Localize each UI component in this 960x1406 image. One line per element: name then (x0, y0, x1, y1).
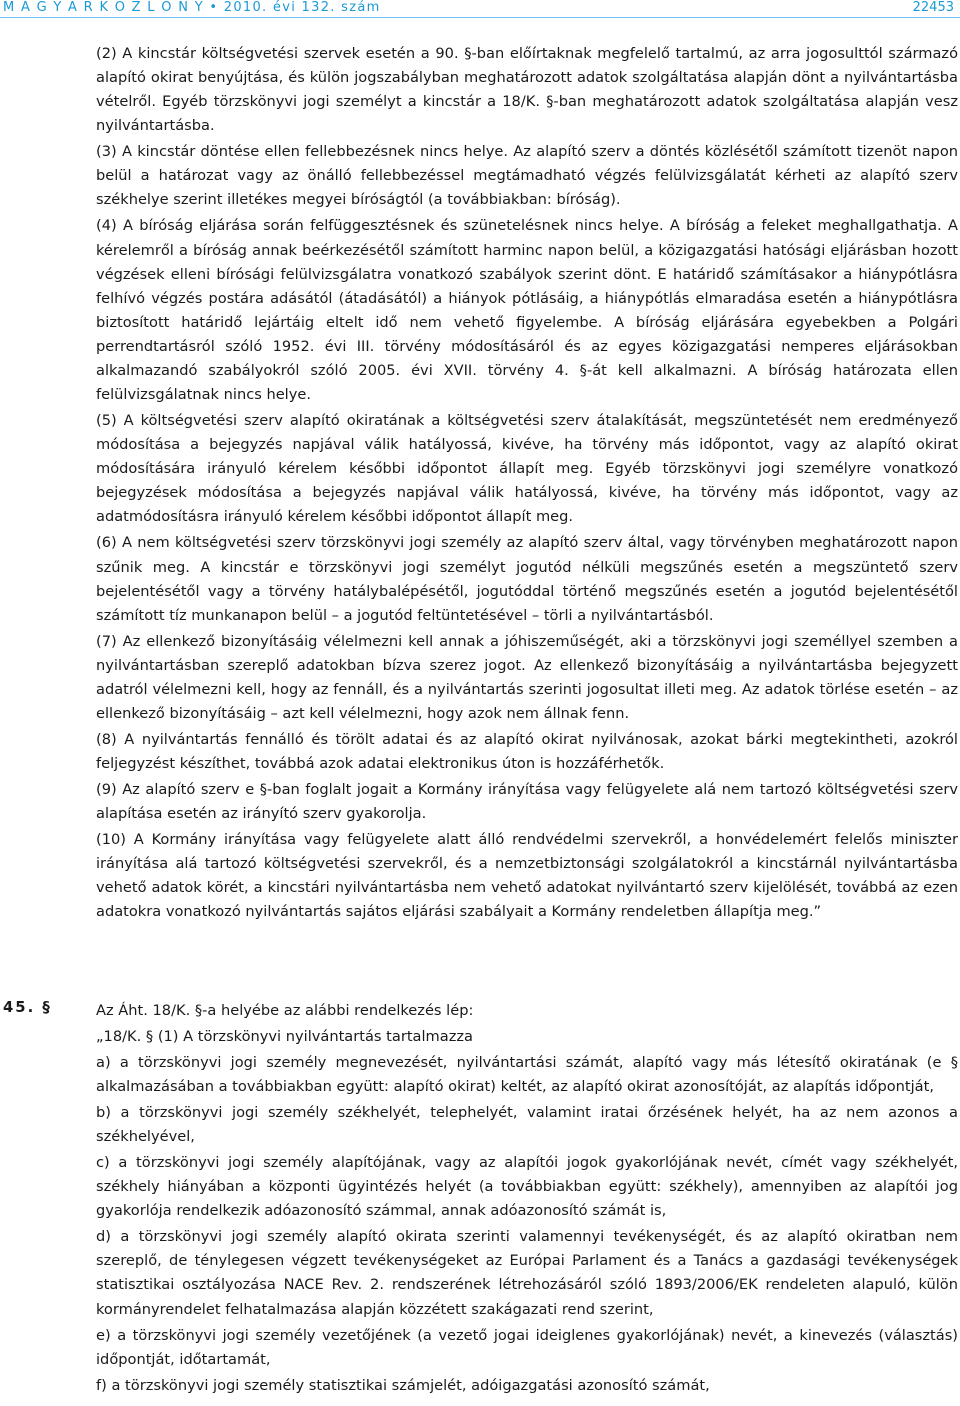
section-point-b: b) a törzskönyvi jogi személy székhelyét, telephelyét, valamint iratai őrzésének helyét, ha az nem azonos a székhelyével, (96, 1104, 958, 1146)
section-text (96, 999, 958, 1400)
paragraph-7: (7) Az ellenkező bizonyításáig vélelmezni kell annak a jóhiszeműségét, aki a törzskönyvi jogi személlyel szemben a nyilvántartásban szereplő adatokban bízva szerez jogot. Az ellenkező bizonyításáig a nyilvántartásba bejegyzett adatról vélelmezni kell, hogy az fennáll, és a nyilvántartás szerinti jogosultat illeti meg. Az adatok törlése esetén – az ellenkező bizonyításáig – azt kell vélelmezni, hogy azok nem állnak fenn. (96, 632, 958, 722)
main-text (96, 42, 958, 926)
paragraph-10: (10) A Kormány irányítása vagy felügyelete alatt álló rendvédelmi szervekről, a honvédelemért felelős miniszter irányítása alá tartozó költségvetési szervekről, és a nemzetbiztonsági szolgálatokról a kincstárnál nyilvántartásba vehető adatok körét, a kincstári nyilvántartásba nem vehető adatokat nyilvántartó szerv kijelölését, továbbá az ezen adatokra vonatkozó nyilvántartás sajátos eljárási szabályait a Kormány rendeletben állapítja meg.” (96, 831, 958, 921)
page-header (0, 0, 960, 18)
journal-title: M A G Y A R K Ö Z L Ö N Y • 2010. évi 132. szám (3, 0, 381, 15)
section-intro: Az Áht. 18/K. §-a helyébe az alábbi rendelkezés lép: (96, 1002, 474, 1019)
header-divider (0, 17, 960, 18)
paragraph-6: (6) A nem költségvetési szerv törzskönyvi jogi személy az alapító szerv által, vagy törvényben meghatározott napon szűnik meg. A kincstár e törzskönyvi jogi személyt jogutód nélküli megszűnés esetén a megszüntető szerv bejelentésétől vagy a törvény hatálybalépésétől, jogutóddal történő megszűnés esetén a jogutód bejelentésétől számított tíz munkanapon belül – a jogutód feltüntetésével – törli a nyilvántartásból. (96, 534, 958, 624)
section-point-e: e) a törzskönyvi jogi személy vezetőjének (a vezető jogai ideiglenes gyakorlójának) nevét, a kinevezés (választás) időpontját, időtartamát, (96, 1326, 958, 1368)
section-number: 45. § (3, 999, 52, 1016)
paragraph-5: (5) A költségvetési szerv alapító okiratának a költségvetési szerv átalakítását, megszüntetését nem eredményező módosítása a bejegyzés napjával válik hatályossá, kivéve, ha törvény más időpontot, vagy az alapító okirat módosítására irányuló kérelem későbbi időpontot állapít meg. Egyéb törzskönyvi jogi személyre vonatkozó bejegyzések módosítása a bejegyzés napjával válik hatályossá, kivéve, ha törvény más időpontot, vagy az adatmódosításra irányuló kérelem későbbi időpontot állapít meg. (96, 412, 958, 526)
section-point-a: a) a törzskönyvi jogi személy megnevezését, nyilvántartási számát, alapító vagy más létesítő okiratának (e § alkalmazásában a továbbiakban együtt: alapító okirat) keltét, az alapító okirat azonosítóját, az alapítás időpontját, (96, 1053, 958, 1096)
paragraph-8: (8) A nyilvántartás fennálló és törölt adatai és az alapító okirat nyilvánosak, azokat bárki megtekintheti, azokról feljegyzést készíthet, továbbá azok adatai elektronikus úton is hozzáférhetők. (96, 730, 958, 773)
section-point-f: f) a törzskönyvi jogi személy statisztikai számjelét, adóigazgatási azonosító számát, (96, 1376, 710, 1394)
page-number: 22453 (912, 0, 954, 15)
paragraph-2: (2) A kincstár költségvetési szervek esetén a 90. §-ban előírtaknak megfelelő tartalmú, az arra jogosulttól származó alapító okirat benyújtása, és külön jogszabályban meghatározott adatok szolgáltatása alapján dönt a nyilvántartásba vételről. Egyéb törzskönyvi jogi személyt a kincstár a 18/K. §-ban meghatározott adatok szolgáltatása alapján vesz nyilvántartásba. (96, 45, 958, 135)
section-heading: „18/K. § (1) A törzskönyvi nyilvántartás tartalmazza (96, 1027, 473, 1045)
paragraph-3: (3) A kincstár döntése ellen fellebbezésnek nincs helye. Az alapító szerv a döntés közlésétől számított tizenöt napon belül a határozat vagy az önálló fellebbezéssel megtámadható végzés felülvizsgálatát kérheti az alapító szerv székhelye szerint illetékes megyei bíróságtól (a továbbiakban: bíróság). (96, 143, 958, 209)
paragraph-4: (4) A bíróság eljárása során felfüggesztésnek és szünetelésnek nincs helye. A bíróság a feleket meghallgathatja. A kérelemről a bíróság annak beérkezésétől számított harminc napon belül, a közigazgatási hatósági eljárásban hozott végzések elleni bírósági felülvizsgálatra vonatkozó szabályok szerint dönt. E határidő számításakor a hiánypótlásra felhívó végzés postára adásától (átadásától) a hiányok pótlásáig, a hiánypótlás elmaradása esetén a hiánypótlásra biztosított határidő lejártáig eltelt idő nem vehető figyelembe. A bíróság eljárására egyebekben a Polgári perrendtartásról szóló 1952. évi III. törvény módosításáról és az egyes közigazgatási nemperes eljárásokban alkalmazandó szabályokról szóló 2005. évi XVII. törvény 4. §-át kell alkalmazni. A bíróság határozata ellen felülvizsgálatnak nincs helye. (96, 217, 958, 404)
paragraph-9: (9) Az alapító szerv e §-ban foglalt jogait a Kormány irányítása vagy felügyelete alá nem tartozó költségvetési szerv alapítása esetén az irányító szerv gyakorolja. (96, 781, 958, 823)
section-point-c: c) a törzskönyvi jogi személy alapítójának, vagy az alapítói jogok gyakorlójának nevét, címét vagy székhelyét, székhely hiányában a központi ügyintézés helyét (a továbbiakban együtt: székhely), amennyiben az alapítói jog gyakorlója rendelkezik adóazonosító számmal, annak adóazonosító számát is, (96, 1154, 958, 1220)
section-point-d: d) a törzskönyvi jogi személy alapító okirata szerinti valamennyi tevékenységét, és az alapító okiratban nem szereplő, de ténylegesen végzett tevékenységeket az Európai Parlament és a Tanács a gazdasági tevékenységek statisztikai osztályozása NACE Rev. 2. rendszerének létrehozásáról szóló 1893/2006/EK rendeleten alapuló, külön kormányrendelet felhatalmazása alapján közzétett szakágazati rend szerint, (96, 1228, 958, 1318)
